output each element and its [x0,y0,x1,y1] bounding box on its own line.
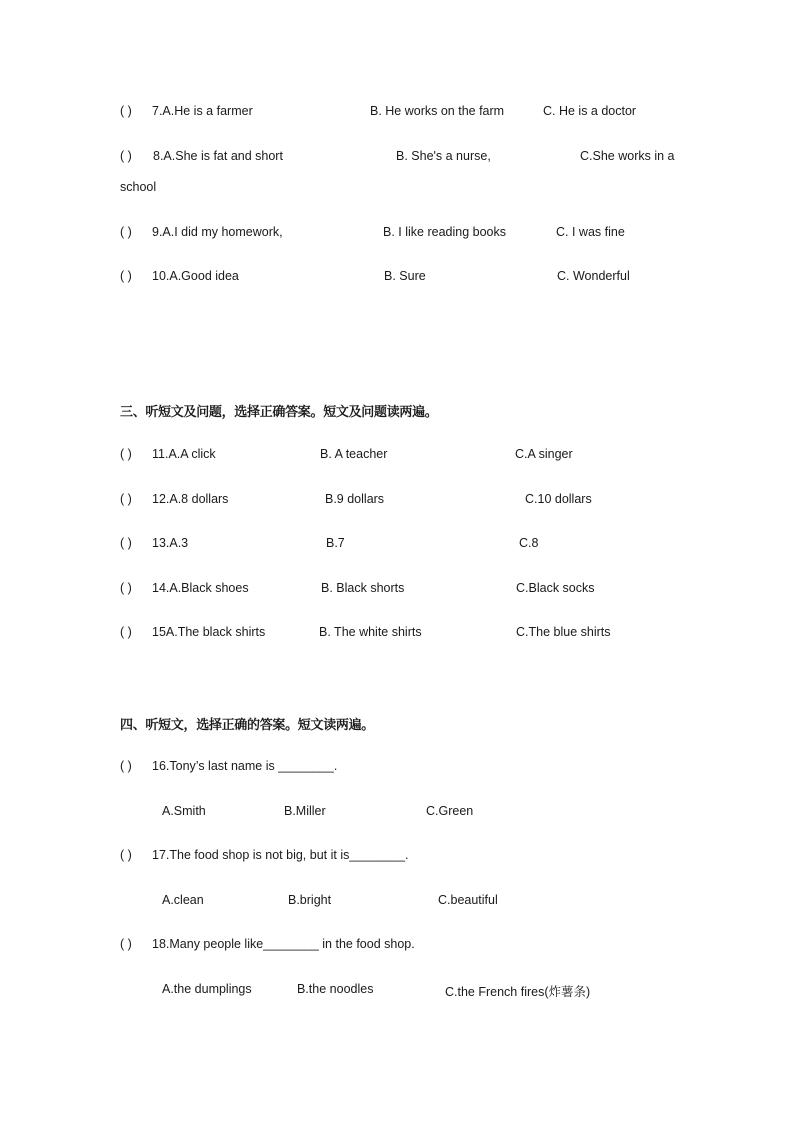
question-text: 15A.The black shirts [152,625,266,639]
option-a: A.Smith [162,804,206,818]
answer-bracket: ( ) [120,225,132,239]
option-c: C.8 [519,536,539,550]
question-text: 8.A.She is fat and short [153,149,283,163]
option-c: C. He is a doctor [543,104,637,118]
option-c-continuation: school [120,180,157,194]
option-b: B.7 [326,536,345,550]
option-b: B.bright [288,893,332,907]
question-text: 10.A.Good idea [152,269,239,283]
option-b: B. Black shorts [321,581,405,595]
option-c: C. Wonderful [557,269,630,283]
section-four-heading: 四、听短文，选择正确的答案。短文读两遍。 [120,718,375,733]
section-three-heading: 三、听短文及问题，选择正确答案。短文及问题读两遍。 [120,405,438,420]
answer-bracket: ( ) [120,447,132,461]
answer-bracket: ( ) [120,149,132,163]
option-b: B. The white shirts [319,625,422,639]
option-a: A.clean [162,893,204,907]
option-b: B. Sure [384,269,426,283]
option-b: B. He works on the farm [370,104,505,118]
option-b: B.9 dollars [325,492,385,506]
option-c: C.The blue shirts [516,625,611,639]
answer-bracket: ( ) [120,937,132,951]
option-c: C.beautiful [438,893,498,907]
option-c: C.She works in a [580,149,675,163]
question-text: 17.The food shop is not big, but it is________. [152,848,409,862]
question-text: 12.A.8 dollars [152,492,229,506]
option-c: C.Green [426,804,474,818]
option-c: C.the French fires(炸薯条) [445,985,591,999]
question-text: 11.A.A click [152,447,216,461]
answer-bracket: ( ) [120,104,132,118]
question-text: 13.A.3 [152,536,189,550]
option-c: C. I was fine [556,225,625,239]
option-c: C.10 dollars [525,492,592,506]
option-a: A.the dumplings [162,982,252,996]
answer-bracket: ( ) [120,581,132,595]
answer-bracket: ( ) [120,536,132,550]
option-b: B. I like reading books [383,225,506,239]
answer-bracket: ( ) [120,759,132,773]
answer-bracket: ( ) [120,848,132,862]
answer-bracket: ( ) [120,269,132,283]
question-text: 7.A.He is a farmer [152,104,253,118]
option-b: B.the noodles [297,982,374,996]
question-text: 18.Many people like________ in the food shop. [152,937,415,951]
option-b: B.Miller [284,804,326,818]
option-b: B. She's a nurse, [396,149,491,163]
option-c: C.Black socks [516,581,595,595]
option-c: C.A singer [515,447,573,461]
answer-bracket: ( ) [120,492,132,506]
question-text: 14.A.Black shoes [152,581,249,595]
option-b: B. A teacher [320,447,388,461]
answer-bracket: ( ) [120,625,132,639]
question-text: 16.Tony’s last name is ________. [152,759,338,773]
question-text: 9.A.I did my homework, [152,225,283,239]
